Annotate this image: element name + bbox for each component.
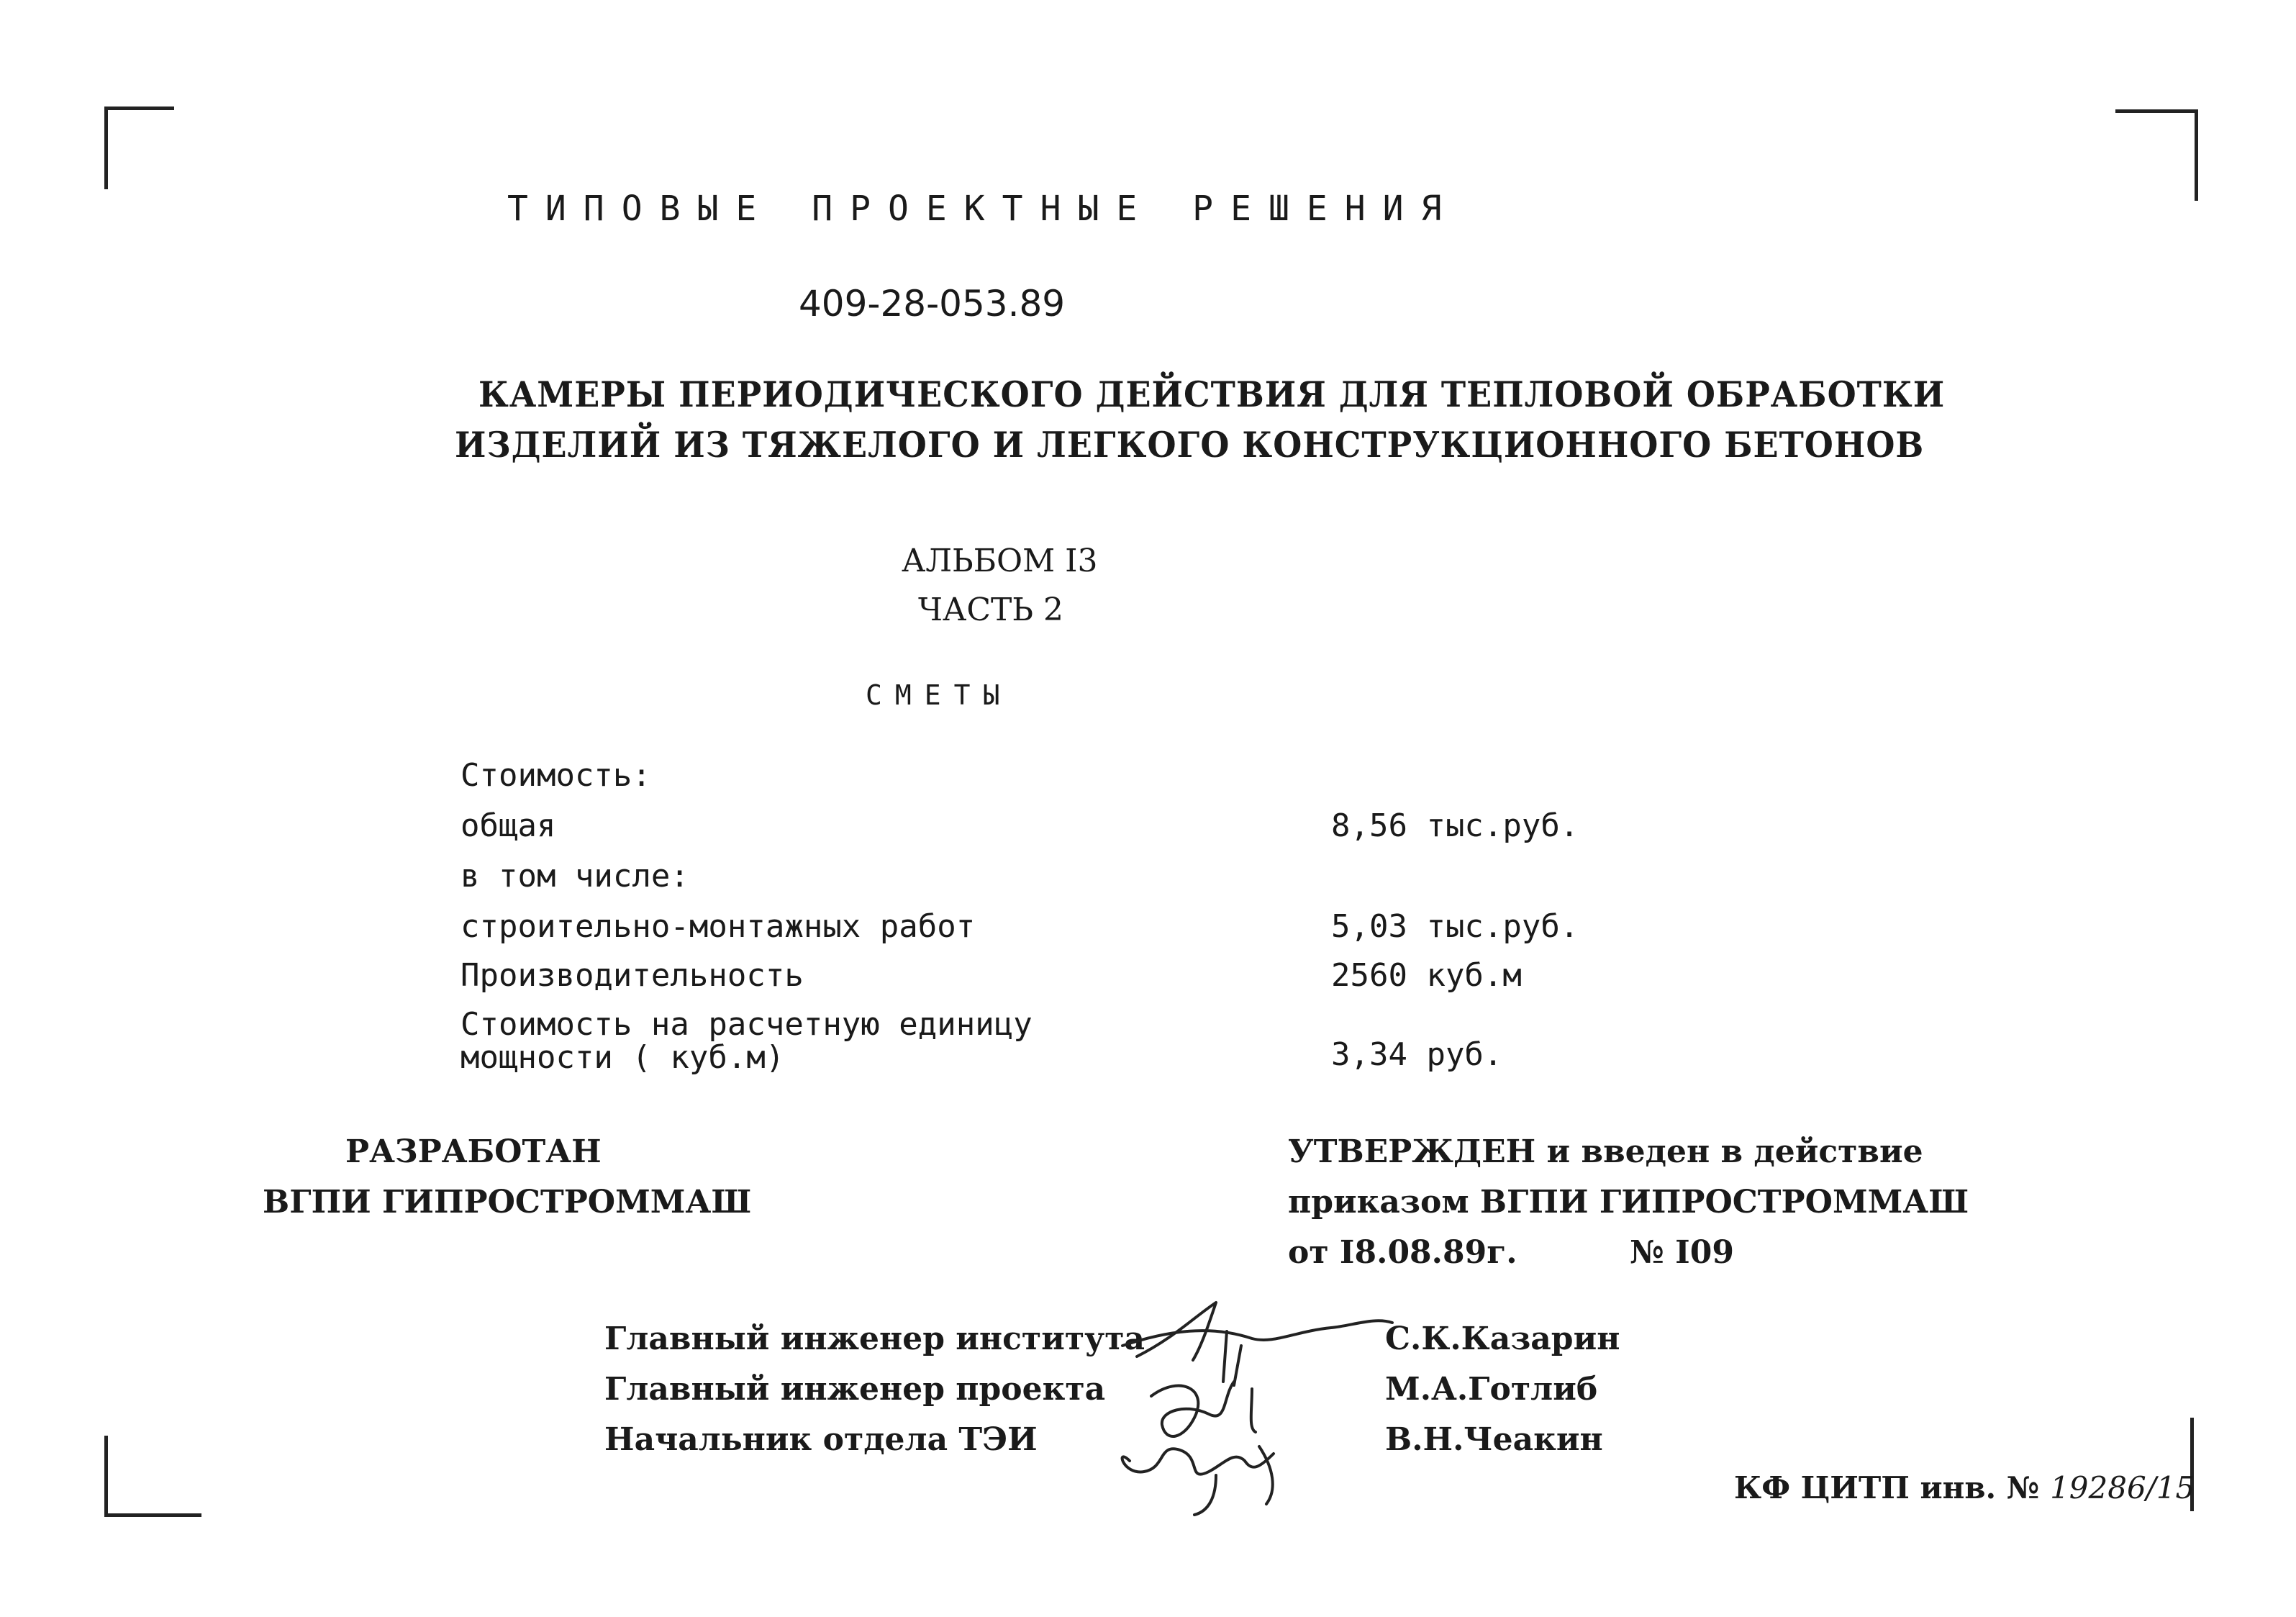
cost-row-value: 8,56 тыс.руб. [1331, 807, 1579, 844]
inventory-number: 19286/15 [2050, 1470, 2195, 1505]
approval-date: от I8.08.89г. [1288, 1234, 1517, 1271]
part-number: ЧАСТЬ 2 [918, 592, 1063, 628]
signature-name: М.А.Готлиб [1385, 1371, 1598, 1408]
approval-line-1: УТВЕРЖДЕН и введен в действие [1288, 1133, 1923, 1170]
signature-role: Главный инженер проекта [604, 1371, 1106, 1408]
album-number: АЛЬБОМ I3 [902, 543, 1098, 579]
series-title: ТИПОВЫЕ ПРОЕКТНЫЕ РЕШЕНИЯ [507, 189, 1459, 229]
approval-number: № I09 [1630, 1234, 1734, 1271]
project-code: 409-28-053.89 [799, 283, 1066, 325]
inventory-stamp [1734, 1470, 2195, 1505]
cost-row-label: строительно-монтажных работ [460, 908, 976, 945]
signature-name: С.К.Казарин [1385, 1321, 1620, 1357]
cost-row-value: 3,34 руб. [1331, 1036, 1503, 1073]
developer-org: ВГПИ ГИПРОСТРОММАШ [263, 1184, 752, 1220]
heading-line-2: ИЗДЕЛИЙ ИЗ ТЯЖЕЛОГО И ЛЕГКОГО КОНСТРУКЦИОННОГО БЕТОНОВ [455, 425, 1925, 466]
corner-mark-top-right [2115, 109, 2198, 201]
approval-line-2: приказом ВГПИ ГИПРОСТРОММАШ [1288, 1184, 1969, 1220]
section-title: СМЕТЫ [866, 679, 1013, 711]
inventory-label: КФ ЦИТП инв. № [1734, 1470, 2040, 1505]
developer-label: РАЗРАБОТАН [345, 1133, 602, 1170]
corner-mark-top-left [104, 107, 174, 189]
signature-role: Главный инженер института [604, 1321, 1145, 1357]
handwritten-signatures [1108, 1288, 1410, 1518]
cost-row-label: общая [460, 807, 556, 844]
cost-header: Стоимость: [460, 757, 651, 794]
cost-row-value: 5,03 тыс.руб. [1331, 908, 1579, 945]
signature-role: Начальник отдела ТЭИ [604, 1421, 1038, 1458]
cost-row-label-continued: мощности ( куб.м) [460, 1039, 785, 1076]
cost-row-label: Стоимость на расчетную единицу [460, 1006, 1033, 1043]
cost-row-label: в том числе: [460, 858, 689, 894]
corner-mark-bottom-left [104, 1436, 201, 1517]
cost-row-value: 2560 куб.м [1331, 957, 1522, 994]
cost-row-label: Производительность [460, 957, 804, 994]
heading-line-1: КАМЕРЫ ПЕРИОДИЧЕСКОГО ДЕЙСТВИЯ ДЛЯ ТЕПЛОВОЙ ОБРАБОТКИ [478, 374, 1946, 415]
signature-name: В.Н.Чеакин [1385, 1421, 1603, 1458]
